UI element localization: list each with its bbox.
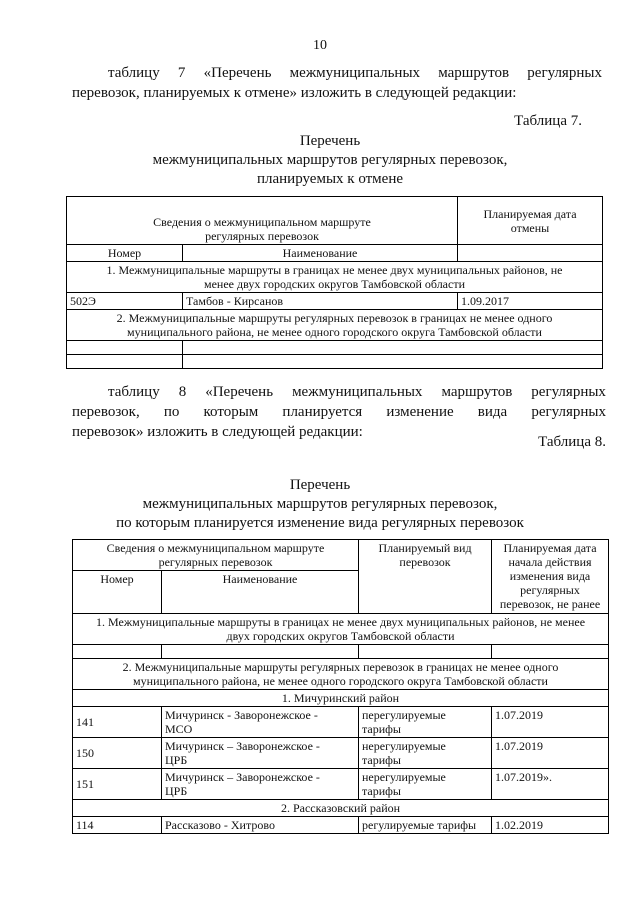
route-date: 1.07.2019». — [492, 769, 609, 800]
word: изменение — [386, 404, 454, 420]
table8-label: Таблица 8. — [538, 434, 606, 450]
title-line: по которым планируется изменение вида регулярных перевозок — [116, 515, 524, 531]
title-line: Перечень — [299, 133, 361, 149]
paragraph-line: перевозок, планируемых к отмене» изложить в следующей редакции: — [72, 85, 517, 101]
table-row — [73, 645, 609, 659]
title-line: межмуниципальных маршрутов регулярных перевозок, — [152, 152, 508, 168]
route-type: перегулируемые тарифы — [359, 707, 492, 738]
route-type: регулируемые тарифы — [359, 817, 492, 834]
empty-cell — [67, 355, 183, 369]
word: таблицу — [108, 384, 160, 400]
table8-section1: 1. Межмуниципальные маршруты в границах не менее двух муниципальных районов, не менее двух городских округов Тамбовской области — [73, 614, 609, 645]
table8-header-type: Планируемый вид перевозок — [359, 540, 492, 614]
table8 — [72, 539, 609, 834]
empty-cell — [183, 355, 603, 369]
word: регулярных — [531, 384, 606, 400]
word: вида — [477, 404, 508, 420]
table-row — [67, 355, 603, 369]
paragraph-line — [72, 63, 602, 83]
table7-empty-cell — [458, 245, 603, 262]
route-date: 1.07.2019 — [492, 707, 609, 738]
word: регулярных — [531, 404, 606, 420]
word: таблицу — [108, 65, 160, 81]
table-row — [73, 817, 609, 834]
district-heading: 2. Рассказовский район — [73, 800, 609, 817]
empty-cell — [492, 645, 609, 659]
word: 8 — [178, 384, 187, 400]
word: маршрутов — [438, 65, 510, 81]
table7-header-date: Планируемая дата отмены — [458, 197, 603, 245]
word: маршрутов — [441, 384, 513, 400]
word: планируется — [282, 404, 363, 420]
paragraph-line — [72, 402, 606, 422]
empty-cell — [162, 645, 359, 659]
word: межмуниципальных — [289, 65, 421, 81]
route-number: 151 — [73, 769, 162, 800]
table7 — [66, 196, 603, 369]
table7-section2: 2. Межмуниципальные маршруты регулярных перевозок в границах не менее одного муниципального района, не менее одного городского округа Тамбовской области — [67, 310, 603, 341]
table7-label: Таблица 7. — [514, 113, 582, 129]
word: межмуниципальных — [292, 384, 423, 400]
paragraph-table7-intro — [72, 63, 602, 103]
route-name: Мичуринск - Заворонежское - МСО — [162, 707, 359, 738]
table8-section2: 2. Межмуниципальные маршруты регулярных перевозок в границах не менее одного муниципального района, не менее одного городского округа Тамбовской области — [73, 659, 609, 690]
table-row — [67, 341, 603, 355]
word: «Перечень — [205, 384, 274, 400]
title-line: планируемых к отмене — [256, 171, 404, 187]
route-name: Мичуринск – Заворонежское - ЦРБ — [162, 738, 359, 769]
table7-section1: 1. Межмуниципальные маршруты в границах не менее двух муниципальных районов, не менее двух городских округов Тамбовской области — [67, 262, 603, 293]
word: регулярных — [527, 65, 602, 81]
route-date: 1.07.2019 — [492, 738, 609, 769]
title-line: Перечень — [289, 477, 351, 493]
empty-cell — [359, 645, 492, 659]
route-name: Тамбов - Кирсанов — [183, 293, 458, 310]
word: по — [163, 404, 180, 420]
route-name: Рассказово - Хитрово — [162, 817, 359, 834]
table8-col-name: Наименование — [162, 571, 359, 614]
table8-title — [40, 476, 600, 533]
table-row — [67, 293, 603, 310]
route-number: 150 — [73, 738, 162, 769]
word: «Перечень — [203, 65, 272, 81]
route-name: Мичуринск – Заворонежское - ЦРБ — [162, 769, 359, 800]
route-number: 141 — [73, 707, 162, 738]
table7-col-number: Номер — [67, 245, 183, 262]
title-line: межмуниципальных маршрутов регулярных перевозок, — [142, 496, 498, 512]
empty-cell — [73, 645, 162, 659]
empty-cell — [183, 341, 603, 355]
table7-title — [60, 132, 600, 189]
table-row — [73, 707, 609, 738]
empty-cell — [67, 341, 183, 355]
route-type: нерегулируемые тарифы — [359, 738, 492, 769]
route-date: 1.02.2019 — [492, 817, 609, 834]
route-number: 114 — [73, 817, 162, 834]
district-heading: 1. Мичуринский район — [73, 690, 609, 707]
table7-header-info: Сведения о межмуниципальном маршруте регулярных перевозок — [67, 197, 458, 245]
page-number: 10 — [313, 38, 327, 53]
paragraph-table8-intro — [72, 382, 606, 442]
word: перевозок, — [72, 404, 140, 420]
table8-col-number: Номер — [73, 571, 162, 614]
table8-header-date: Планируемая дата начала действия изменения вида регулярных перевозок, не ранее — [492, 540, 609, 614]
word: 7 — [177, 65, 186, 81]
table8-header-info: Сведения о межмуниципальном маршруте регулярных перевозок — [73, 540, 359, 571]
word: которым — [203, 404, 259, 420]
paragraph-line: перевозок» изложить в следующей редакции: — [72, 424, 363, 440]
route-type: нерегулируемые тарифы — [359, 769, 492, 800]
route-date: 1.09.2017 — [458, 293, 603, 310]
paragraph-line — [72, 382, 606, 402]
table-row — [73, 769, 609, 800]
table-row — [73, 738, 609, 769]
route-number: 502Э — [67, 293, 183, 310]
table7-col-name: Наименование — [183, 245, 458, 262]
